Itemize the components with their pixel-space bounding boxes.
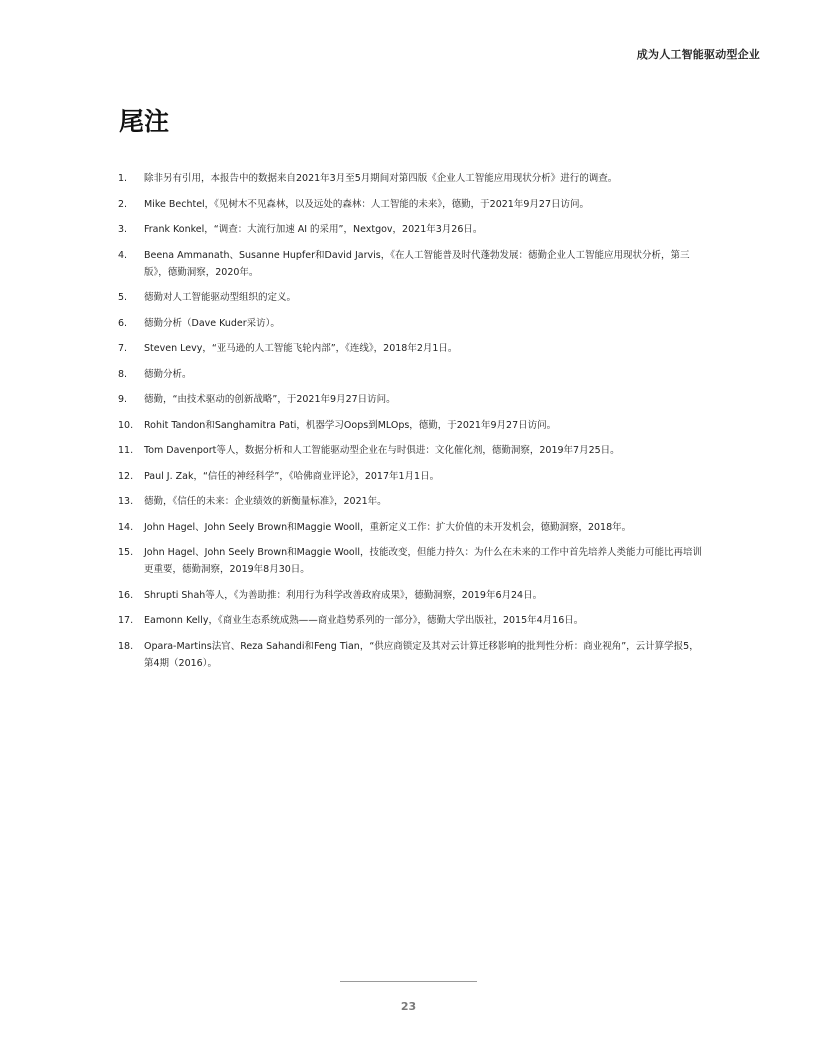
endnote-18 (118, 638, 708, 672)
endnote-number: 13. (118, 496, 134, 507)
endnote-number: 14. (118, 521, 134, 533)
endnote-text: Opara-Martins法官、Reza Sahandi和Feng Tian，“供应商锁定及其对云计算迁移影响的批判性分析：商业视角”，云计算学报5，第4期（2016）。 (144, 640, 699, 669)
endnote-text: Tom Davenport等人，数据分析和人工智能驱动型企业在与时俱进：文化催化剂，德勤洞察，2019年7月25日。 (144, 445, 620, 456)
endnote-number: 5. (118, 292, 128, 303)
endnote-text: Paul J. Zak，“信任的神经科学”，《哈佛商业评论》，2017年1月1日。 (144, 470, 440, 482)
endnote-8 (118, 366, 708, 383)
endnote-12 (118, 468, 708, 485)
endnote-text: Rohit Tandon和Sanghamitra Pati，机器学习Oops到MLOps，德勤，于2021年9月27日访问。 (144, 419, 557, 431)
running-header: 成为人工智能驱动型企业 (636, 48, 760, 61)
endnote-text: John Hagel、John Seely Brown和Maggie Wooll，技能改变，但能力持久：为什么在未来的工作中首先培养人类能力可能比再培训更重要，德勤洞察，2019年8月30日。 (144, 547, 702, 575)
endnote-text: Frank Konkel，“调查：大流行加速 AI 的采用”，Nextgov，2021年3月26日。 (144, 224, 483, 235)
endnote-number: 6. (118, 317, 128, 329)
endnote-number: 17. (118, 615, 134, 626)
endnote-text: Steven Levy，“亚马逊的人工智能飞轮内部”，《连线》，2018年2月1日。 (144, 343, 458, 354)
endnote-number: 7. (118, 343, 128, 354)
endnote-3 (118, 221, 708, 238)
endnote-5 (118, 289, 708, 306)
endnote-9 (118, 391, 708, 408)
endnote-7 (118, 340, 708, 357)
endnote-text: Eamonn Kelly，《商业生态系统成熟——商业趋势系列的一部分》，德勤大学出版社，2015年4月16日。 (144, 615, 584, 626)
endnote-15 (118, 544, 708, 578)
page-title: 尾注 (119, 107, 170, 136)
endnote-text: 德勤，“由技术驱动的创新战略”，于2021年9月27日访问。 (144, 394, 396, 405)
endnote-number: 2. (118, 198, 128, 210)
page-number: 23 (400, 1000, 417, 1013)
endnotes-list (118, 170, 708, 680)
endnote-number: 15. (118, 547, 134, 558)
endnote-text: Beena Ammanath、Susanne Hupfer和David Jarvis，《在人工智能普及时代蓬勃发展：德勤企业人工智能应用现状分析，第三版》，德勤洞察，2020年。 (144, 249, 690, 278)
endnote-11 (118, 442, 708, 459)
endnote-1 (118, 170, 708, 187)
endnote-13 (118, 493, 708, 510)
endnote-number: 10. (118, 419, 134, 431)
footer-divider (340, 981, 477, 982)
endnote-number: 8. (118, 368, 128, 380)
endnote-10 (118, 417, 708, 434)
endnote-number: 12. (118, 470, 134, 482)
endnote-text: 德勤分析（Dave Kuder采访）。 (144, 317, 280, 329)
endnote-number: 16. (118, 589, 134, 601)
endnote-text: 除非另有引用，本报告中的数据来自2021年3月至5月期间对第四版《企业人工智能应用现状分析》进行的调查。 (144, 173, 618, 184)
endnote-number: 18. (118, 640, 134, 652)
endnote-number: 11. (118, 445, 134, 456)
endnote-6 (118, 315, 708, 332)
endnote-number: 1. (118, 173, 128, 184)
endnote-number: 3. (118, 224, 128, 235)
endnote-text: Shrupti Shah等人，《为善助推：利用行为科学改善政府成果》，德勤洞察，2019年6月24日。 (144, 589, 543, 601)
endnote-text: 德勤分析。 (144, 368, 192, 380)
endnote-text: John Hagel、John Seely Brown和Maggie Wooll，重新定义工作：扩大价值的未开发机会，德勤洞察，2018年。 (144, 521, 632, 533)
endnote-number: 4. (118, 249, 128, 261)
endnote-14 (118, 519, 708, 536)
endnote-text: Mike Bechtel，《见树木不见森林，以及远处的森林：人工智能的未来》，德勤，于2021年9月27日访问。 (144, 198, 589, 210)
endnote-number: 9. (118, 394, 128, 405)
endnote-17 (118, 612, 708, 629)
endnote-text: 德勤对人工智能驱动型组织的定义。 (144, 292, 297, 303)
endnote-16 (118, 587, 708, 604)
endnote-2 (118, 196, 708, 213)
endnote-text: 德勤，《信任的未来：企业绩效的新衡量标准》，2021年。 (144, 496, 387, 507)
endnote-4 (118, 247, 708, 281)
